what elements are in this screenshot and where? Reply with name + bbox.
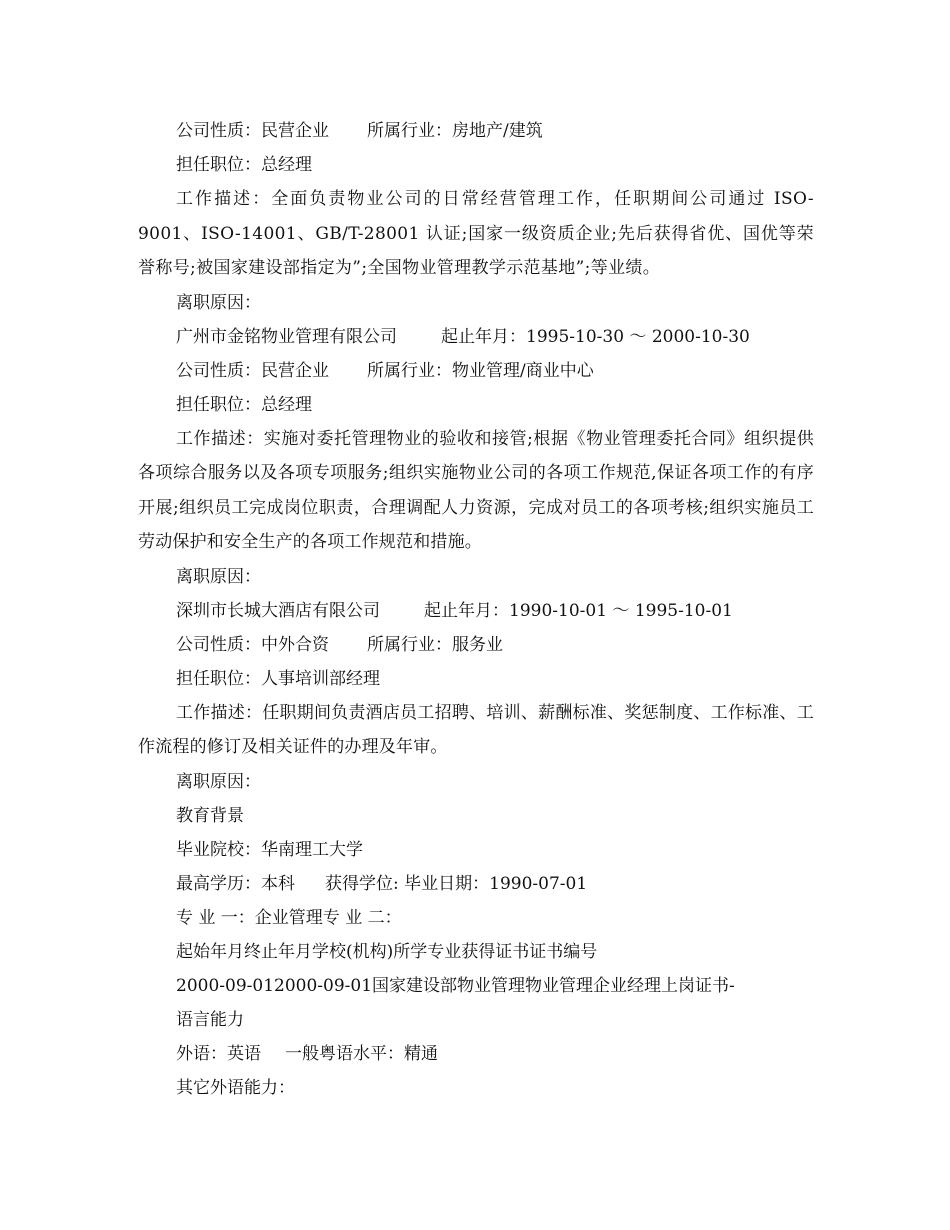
company-nature: 公司性质：民营企业 [176, 360, 329, 381]
degree: 获得学位: [325, 873, 399, 894]
company-position: 担任职位：总经理 [176, 394, 312, 415]
company-industry: 所属行业：房地产/建筑 [367, 121, 543, 141]
company-period: 起止年月：1995-10-30 ～ 2000-10-30 [441, 326, 750, 347]
company-position: 担任职位：总经理 [176, 155, 312, 175]
company-industry: 所属行业：服务业 [367, 634, 503, 655]
company-nature-industry-row [138, 628, 814, 662]
section-heading-education: 教育背景 [176, 805, 244, 826]
company-nature-industry-row [138, 354, 814, 388]
degree-row [138, 867, 814, 901]
company-name-period-row [138, 320, 814, 354]
leave-reason: 离职原因： [176, 292, 261, 313]
graduation-date: 毕业日期：1990-07-01 [404, 873, 588, 894]
certificate-row: 2000-09-012000-09-01国家建设部物业管理物业管理企业经理上岗证书- [176, 975, 735, 996]
section-heading-language: 语言能力 [176, 1009, 244, 1030]
job-description: 工作描述：实施对委托管理物业的验收和接管;根据《物业管理委托合同》组织提供各项综合服务以及各项专项服务;组织实施物业公司的各项工作规范,保证各项工作的有序开展;组织员工完成岗位职责，合理调配人力资源，完成对员工的各项考核;组织实施员工劳动保护和安全生产的各项工作规范和措施。 [138, 428, 814, 552]
degree-level: 最高学历：本科 [176, 873, 295, 894]
graduate-school: 毕业院校：华南理工大学 [176, 839, 363, 860]
company-nature-industry-row [138, 114, 814, 148]
certificate-header: 起始年月终止年月学校(机构)所学专业获得证书证书编号 [176, 941, 598, 962]
foreign-language: 外语：英语 [176, 1043, 261, 1064]
cantonese-level: 一般粤语水平：精通 [285, 1043, 438, 1064]
other-languages: 其它外语能力： [176, 1077, 295, 1098]
resume-content [138, 114, 814, 1105]
company-nature: 公司性质：中外合资 [176, 634, 329, 655]
company-position: 担任职位：人事培训部经理 [176, 668, 380, 689]
company-industry: 所属行业：物业管理/商业中心 [367, 360, 594, 381]
company-name-period-row [138, 594, 814, 628]
leave-reason: 离职原因： [176, 771, 261, 792]
company-name: 深圳市长城大酒店有限公司 [176, 600, 380, 621]
job-description: 工作描述：任职期间负责酒店员工招聘、培训、薪酬标准、奖惩制度、工作标准、工作流程的修订及相关证件的办理及年审。 [138, 702, 814, 757]
foreign-language-row [138, 1037, 814, 1071]
company-name: 广州市金铭物业管理有限公司 [176, 326, 397, 347]
leave-reason: 离职原因： [176, 566, 261, 587]
job-description: 工作描述：全面负责物业公司的日常经营管理工作，任职期间公司通过 ISO-9001、ISO-14001、GB/T-28001 认证;国家一级资质企业;先后获得省优、国优等荣誉称号;被国家建设部指定为”;全国物业管理教学示范基地”;等业绩。 [138, 189, 814, 278]
company-period: 起止年月：1990-10-01 ～ 1995-10-01 [424, 600, 733, 621]
major-row: 专 业 一：企业管理专 业 二： [176, 907, 402, 928]
company-nature: 公司性质：民营企业 [176, 121, 329, 141]
